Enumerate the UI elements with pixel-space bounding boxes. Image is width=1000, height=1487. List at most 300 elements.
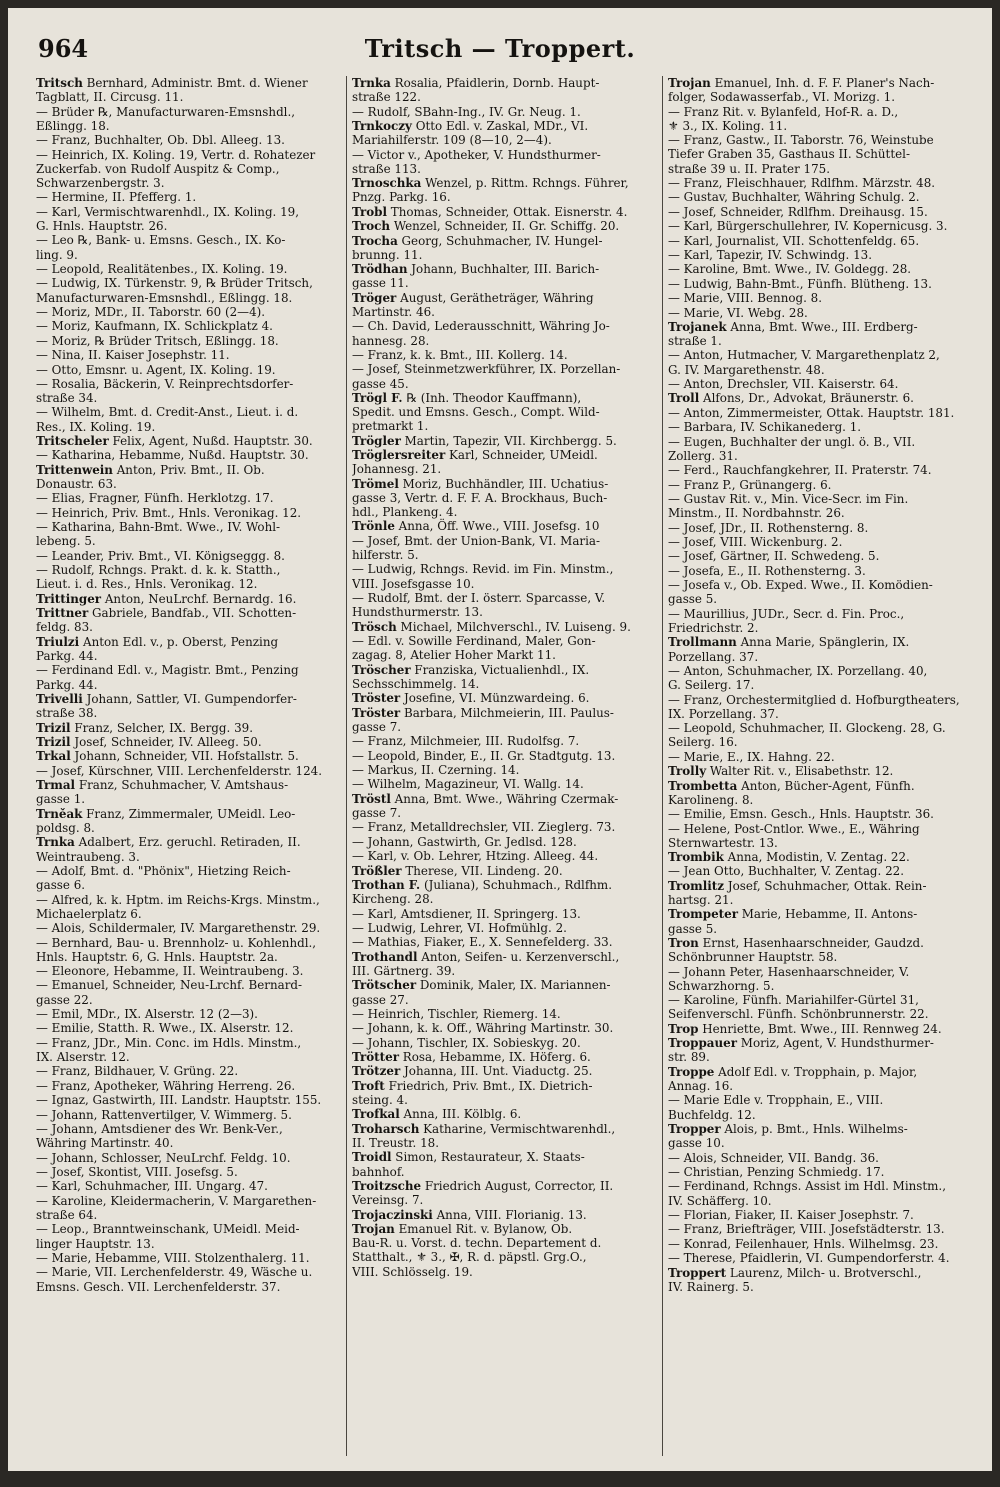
directory-entry xyxy=(668,907,974,935)
directory-entry xyxy=(36,1036,342,1064)
directory-entry xyxy=(36,1165,342,1179)
entry-details: Adolf Edl. v. Tropphain, p. Major, Annag. 16. xyxy=(668,1064,918,1094)
entry-details: — Alfred, k. k. Hptm. im Reichs-Krgs. Minstm., Michaelerplatz 6. xyxy=(36,892,320,921)
directory-entry xyxy=(668,764,974,778)
directory-entry xyxy=(352,1079,658,1107)
entry-details: — Karoline, Fünfh. Mariahilfer-Gürtel 31, Seifenverschl. Fünfh. Schönbrunnerstr. 22. xyxy=(668,993,929,1022)
directory-entry xyxy=(668,822,974,850)
entry-details: Henriette, Bmt. Wwe., III. Rennweg 24. xyxy=(698,1021,942,1036)
entry-details: — Ferd., Rauchfangkehrer, II. Praterstr. 74. xyxy=(668,463,932,478)
directory-entry xyxy=(352,634,658,662)
directory-entry xyxy=(352,864,658,878)
directory-entry xyxy=(352,519,658,533)
directory-entry xyxy=(352,119,658,147)
directory-entry xyxy=(352,835,658,849)
entry-details: — Bernhard, Bau- u. Brennholz- u. Kohlenhdl., Hnls. Hauptstr. 6, G. Hnls. Hauptstr. 2a. xyxy=(36,935,317,964)
entry-details: Josef, Schneider, IV. Alleeg. 50. xyxy=(70,734,262,749)
directory-entry xyxy=(352,878,658,906)
directory-entry xyxy=(352,935,658,949)
directory-entry xyxy=(36,190,342,204)
directory-entry xyxy=(352,1021,658,1035)
directory-entry xyxy=(668,248,974,262)
entry-surname: Trofkal xyxy=(352,1107,400,1122)
directory-entry xyxy=(36,749,342,763)
directory-entry xyxy=(352,1036,658,1050)
entry-surname: Tron xyxy=(668,936,699,951)
entry-details: Josef, Schuhmacher, Ottak. Rein- hartsg. 21. xyxy=(668,878,927,908)
entry-details: — Ignaz, Gastwirth, III. Landstr. Hauptstr. 155. xyxy=(36,1093,322,1108)
entry-details: — Josefa, E., II. Rothensterng. 3. xyxy=(668,563,866,578)
entry-surname: Trittinger xyxy=(36,591,102,606)
entry-details: Anna, Bmt. Wwe., III. Erdberg- straße 1. xyxy=(668,319,918,349)
directory-entry xyxy=(36,520,342,548)
directory-entry xyxy=(36,1093,342,1107)
directory-entry xyxy=(668,936,974,964)
directory-entry xyxy=(36,549,342,563)
entry-details: — Gustav Rit. v., Min. Vice-Secr. im Fin. Minstm., II. Nordbahnstr. 26. xyxy=(668,492,909,521)
entry-details: Wenzel, Schneider, II. Gr. Schiffg. 20. xyxy=(390,219,620,234)
entry-surname: Trolly xyxy=(668,764,707,779)
directory-entry xyxy=(352,749,658,763)
directory-entry xyxy=(36,778,342,806)
entry-details: — Karl, Schuhmacher, III. Ungarg. 47. xyxy=(36,1179,268,1194)
directory-entry xyxy=(352,591,658,619)
directory-entry xyxy=(36,1265,342,1293)
entry-details: — Johann, Amtsdiener des Wr. Benk-Ver., Währing Martinstr. 40. xyxy=(36,1122,283,1151)
directory-entry xyxy=(668,1122,974,1150)
entry-details: Ernst, Hasenhaarschneider, Gaudzd. Schönbrunner Hauptstr. 58. xyxy=(668,936,924,965)
entry-details: — Leopold, Realitätenbes., IX. Koling. 19. xyxy=(36,261,288,276)
entry-details: — Brüder ℞, Manufacturwaren-Emsnshdl., Eßlingg. 18. xyxy=(36,104,296,133)
directory-entry xyxy=(668,521,974,535)
entry-details: — Anton, Schuhmacher, IX. Porzellang. 40, G. Seilerg. 17. xyxy=(668,663,928,693)
entry-surname: Trothan F. xyxy=(352,877,421,892)
directory-entry xyxy=(352,534,658,562)
directory-entry xyxy=(668,1022,974,1036)
entry-details: Michael, Milchverschl., IV. Luiseng. 9. xyxy=(396,619,631,634)
directory-entry xyxy=(36,105,342,133)
entry-details: — Rosalia, Bäckerin, V. Reinprechtsdorfer- straße 34. xyxy=(36,376,294,406)
directory-entry xyxy=(36,936,342,964)
entry-details: — Karl, Journalist, VII. Schottenfeldg. 65. xyxy=(668,233,920,248)
entry-details: — Karoline, Kleidermacherin, V. Margarethen- straße 64. xyxy=(36,1193,317,1222)
directory-entry xyxy=(352,562,658,590)
directory-entry xyxy=(352,319,658,347)
entry-surname: Trizil xyxy=(36,720,71,735)
directory-entry xyxy=(668,76,974,104)
entry-surname: Trittenwein xyxy=(36,462,113,477)
directory-entry xyxy=(36,434,342,448)
entry-details: Josefine, VI. Münzwardeing. 6. xyxy=(400,691,590,706)
directory-entry xyxy=(352,907,658,921)
entry-surname: Trögler xyxy=(352,433,401,448)
entry-details: Emanuel, Inh. d. F. F. Planer's Nach- folger, Sodawasserfab., VI. Morizg. 1. xyxy=(668,76,935,105)
entry-details: — Marie, VII. Lerchenfelderstr. 49, Wäsche u. Emsns. Gesch. VII. Lerchenfelderstr. 37. xyxy=(36,1265,313,1294)
directory-entry xyxy=(36,893,342,921)
directory-entry xyxy=(352,978,658,1006)
directory-entry xyxy=(36,1064,342,1078)
entry-details: Alfons, Dr., Advokat, Bräunerstr. 6. xyxy=(699,391,914,406)
entry-details: — Helene, Post-Cntlor. Wwe., E., Währing Sternwartestr. 13. xyxy=(668,821,920,850)
directory-entry xyxy=(36,606,342,634)
directory-entry xyxy=(668,306,974,320)
entry-surname: Trojanek xyxy=(668,319,727,334)
directory-entry xyxy=(352,1208,658,1222)
directory-entry xyxy=(668,1208,974,1222)
entry-details: — Karoline, Bmt. Wwe., IV. Goldegg. 28. xyxy=(668,262,912,277)
directory-entry xyxy=(668,291,974,305)
entry-details: Rosalia, Pfaidlerin, Dornb. Haupt- straße 122. xyxy=(352,76,600,105)
directory-entry xyxy=(352,219,658,233)
entry-details: — Leo ℞, Bank- u. Emsns. Gesch., IX. Ko- ling. 9. xyxy=(36,233,286,262)
directory-entry xyxy=(668,406,974,420)
entry-details: — Florian, Fiaker, II. Kaiser Josephstr. 7. xyxy=(668,1207,914,1222)
directory-entry xyxy=(668,478,974,492)
directory-entry xyxy=(352,706,658,734)
entry-details: — Karl, v. Ob. Lehrer, Htzing. Alleeg. 44. xyxy=(352,849,599,864)
entry-details: Felix, Agent, Nußd. Hauptstr. 30. xyxy=(108,434,313,449)
directory-entry xyxy=(668,1237,974,1251)
directory-entry xyxy=(668,779,974,807)
directory-entry xyxy=(668,348,974,376)
entry-details: — Johann, Gastwirth, Gr. Jedlsd. 128. xyxy=(352,834,577,849)
directory-entry xyxy=(36,463,342,491)
directory-entry xyxy=(36,964,342,978)
entry-details: Bernhard, Administr. Bmt. d. Wiener Tagblatt, II. Circusg. 11. xyxy=(36,76,308,105)
directory-entry xyxy=(36,807,342,835)
entry-details: — Wilhelm, Magazineur, VI. Wallg. 14. xyxy=(352,777,584,792)
entry-surname: Troppe xyxy=(668,1064,715,1079)
entry-details: Moriz, Agent, V. Hundsthurmer- str. 89. xyxy=(668,1036,934,1065)
directory-entry xyxy=(36,721,342,735)
entry-surname: Tröster xyxy=(352,691,401,706)
directory-entry xyxy=(36,148,342,191)
directory-entry xyxy=(352,477,658,520)
entry-details: Johann, Buchhalter, III. Barich- gasse 11. xyxy=(352,262,600,291)
entry-details: — Alois, Schneider, VII. Bandg. 36. xyxy=(668,1150,879,1165)
entry-surname: Trötscher xyxy=(352,978,417,993)
entry-surname: Tritscheler xyxy=(36,434,109,449)
entry-surname: Trojan xyxy=(352,1222,395,1236)
directory-entry xyxy=(36,921,342,935)
directory-entry xyxy=(668,190,974,204)
directory-entry xyxy=(352,950,658,978)
directory-entry xyxy=(668,420,974,434)
entry-details: — Karl, Amtsdiener, II. Springerg. 13. xyxy=(352,906,581,921)
directory-entry xyxy=(668,1179,974,1207)
entry-details: — Josef, Bmt. der Union-Bank, VI. Maria- hilferstr. 5. xyxy=(352,533,601,563)
directory-entry xyxy=(352,620,658,634)
entry-surname: Trittner xyxy=(36,606,89,621)
directory-entry xyxy=(36,133,342,147)
entry-surname: Trobl xyxy=(352,204,388,219)
entry-surname: Trojan xyxy=(668,76,711,90)
entry-details: — Edl. v. Sowille Ferdinand, Maler, Gon- zagag. 8, Atelier Hoher Markt 11. xyxy=(352,634,596,663)
entry-details: Johann, Sattler, VI. Gumpendorfer- straße 38. xyxy=(36,691,297,721)
entry-details: — Franz, Bildhauer, V. Grüng. 22. xyxy=(36,1064,239,1079)
entry-details: — Ferdinand Edl. v., Magistr. Bmt., Penzing Parkg. 44. xyxy=(36,663,299,692)
directory-entry xyxy=(36,305,342,319)
entry-surname: Trötzer xyxy=(352,1064,401,1079)
entry-details: — Ludwig, Rchngs. Revid. im Fin. Minstm., VIII. Josefsgasse 10. xyxy=(352,562,614,591)
entry-details: Franz, Zimmermaler, UMeidl. Leo- poldsg. 8. xyxy=(36,806,296,835)
entry-details: Franziska, Victualienhdl., IX. Sechsschimmelg. 14. xyxy=(352,662,590,691)
directory-entry xyxy=(36,262,342,276)
directory-entry xyxy=(668,535,974,549)
column-2 xyxy=(352,76,658,1456)
entry-details: — Wilhelm, Bmt. d. Credit-Anst., Lieut. i. d. Res., IX. Koling. 19. xyxy=(36,405,299,434)
directory-entry xyxy=(352,1007,658,1021)
entry-surname: Trögl F. xyxy=(352,390,403,405)
directory-entry xyxy=(36,835,342,863)
entry-details: — Emil, MDr., IX. Alserstr. 12 (2—3). xyxy=(36,1007,258,1022)
directory-entry xyxy=(352,691,658,705)
entry-details: — Anton, Zimmermeister, Ottak. Hauptstr. 181. xyxy=(668,405,955,420)
directory-entry xyxy=(36,1007,342,1021)
entry-details: — Leop., Branntweinschank, UMeidl. Meid- linger Hauptstr. 13. xyxy=(36,1222,300,1251)
entry-details: (Juliana), Schuhmach., Rdlfhm. Kircheng. 28. xyxy=(352,877,612,907)
directory-entry xyxy=(36,1079,342,1093)
directory-entry xyxy=(352,820,658,834)
directory-entry xyxy=(668,1165,974,1179)
entry-surname: Tritsch xyxy=(36,76,83,90)
entry-details: — Emilie, Emsn. Gesch., Hnls. Hauptstr. 36. xyxy=(668,807,934,822)
directory-entry xyxy=(668,219,974,233)
directory-entry xyxy=(36,405,342,433)
entry-details: — Victor v., Apotheker, V. Hundsthurmer- straße 113. xyxy=(352,147,601,176)
entry-details: — Franz, Milchmeier, III. Rudolfsg. 7. xyxy=(352,734,580,749)
directory-entry xyxy=(352,262,658,290)
directory-entry xyxy=(36,663,342,691)
entry-details: — Moriz, MDr., II. Taborstr. 60 (2—4). xyxy=(36,304,266,319)
directory-entry xyxy=(352,148,658,176)
entry-details: — Anton, Drechsler, VII. Kaiserstr. 64. xyxy=(668,377,899,392)
directory-entry xyxy=(352,849,658,863)
directory-entry xyxy=(36,864,342,892)
directory-entry xyxy=(668,965,974,993)
column-divider xyxy=(346,76,347,1456)
directory-entry xyxy=(668,807,974,821)
entry-details: — Elias, Fragner, Fünfh. Herklotzg. 17. xyxy=(36,491,274,506)
entry-details: — Franz, Buchhalter, Ob. Dbl. Alleeg. 13. xyxy=(36,133,285,148)
entry-details: Anton Edl. v., p. Oberst, Penzing Parkg. 44. xyxy=(36,634,279,663)
entry-details: Friedrich August, Corrector, II. Vereinsg. 7. xyxy=(352,1179,614,1208)
entry-surname: Trompeter xyxy=(668,907,738,922)
directory-entry xyxy=(36,363,342,377)
directory-entry xyxy=(352,1222,658,1279)
directory-entry xyxy=(668,607,974,635)
directory-entry xyxy=(36,764,342,778)
directory-entry xyxy=(36,563,342,591)
entry-details: Anna, III. Kölblg. 6. xyxy=(399,1107,522,1122)
directory-entry xyxy=(668,463,974,477)
entry-surname: Troharsch xyxy=(352,1121,420,1136)
directory-entry xyxy=(352,663,658,691)
entry-surname: Trollmann xyxy=(668,635,737,650)
entry-details: — Franz, Apotheker, Währing Herreng. 26. xyxy=(36,1078,296,1093)
entry-details: Anna, Bmt. Wwe., Währing Czermak- gasse 7. xyxy=(352,791,619,820)
entry-surname: Trombetta xyxy=(668,778,738,793)
entry-details: Simon, Restaurateur, X. Staats- bahnhof. xyxy=(352,1150,585,1179)
directory-entry xyxy=(36,1179,342,1193)
directory-entry xyxy=(668,205,974,219)
directory-entry xyxy=(36,1122,342,1150)
entry-details: — Marie Edle v. Tropphain, E., VIII. Buchfeldg. 12. xyxy=(668,1093,884,1122)
directory-entry xyxy=(36,1194,342,1222)
entry-surname: Troitzsche xyxy=(352,1179,422,1194)
entry-details: August, Gerätheträger, Währing Martinstr. 46. xyxy=(352,290,594,319)
directory-entry xyxy=(36,1151,342,1165)
column-divider xyxy=(662,76,663,1456)
entry-details: ℞ (Inh. Theodor Kauffmann), Spedit. und Emsns. Gesch., Compt. Wild- pretmarkt 1. xyxy=(352,390,600,434)
entry-surname: Trizil xyxy=(36,734,71,749)
entry-details: — Anton, Hutmacher, V. Margarethenplatz 2, G. IV. Margarethenstr. 48. xyxy=(668,348,940,377)
entry-surname: Triulzi xyxy=(36,634,80,649)
entry-surname: Troppert xyxy=(668,1265,727,1280)
entry-details: — Karl, Vermischtwarenhdl., IX. Koling. 19, G. Hnls. Hauptstr. 26. xyxy=(36,204,300,233)
entry-surname: Troll xyxy=(668,391,700,406)
entry-surname: Tröster xyxy=(352,705,401,720)
directory-columns xyxy=(36,76,976,1456)
entry-details: Alois, p. Bmt., Hnls. Wilhelms- gasse 10. xyxy=(668,1122,908,1151)
directory-entry xyxy=(36,1108,342,1122)
entry-surname: Trödhan xyxy=(352,262,408,277)
directory-entry xyxy=(352,1064,658,1078)
directory-entry xyxy=(668,377,974,391)
entry-details: — Josef, Schneider, Rdlfhm. Dreihausg. 15. xyxy=(668,204,928,219)
entry-details: — Leopold, Binder, E., II. Gr. Stadtgutg. 13. xyxy=(352,748,616,763)
entry-details: Thomas, Schneider, Ottak. Eisnerstr. 4. xyxy=(387,204,628,219)
entry-details: — Josefa v., Ob. Exped. Wwe., II. Komödien- gasse 5. xyxy=(668,578,933,607)
directory-entry xyxy=(36,377,342,405)
entry-details: Emanuel Rit. v. Bylanow, Ob. Bau-R. u. Vorst. d. techn. Departement d. Statthalt., ⚜ 3., ✠, R. d. päpstl. Grg.O., VIII. Schlösselg. 19. xyxy=(352,1222,602,1279)
directory-entry xyxy=(352,348,658,362)
entry-details: — Ludwig, Lehrer, VI. Hofmühlg. 2. xyxy=(352,920,567,935)
directory-entry xyxy=(668,721,974,749)
directory-entry xyxy=(36,276,342,304)
entry-surname: Tröglersreiter xyxy=(352,448,446,463)
entry-details: — Rudolf, Bmt. der I. österr. Sparcasse, V. Hundsthurmerstr. 13. xyxy=(352,591,606,620)
entry-details: — Hermine, II. Pfefferg. 1. xyxy=(36,190,197,205)
entry-details: — Marie, VI. Webg. 28. xyxy=(668,305,808,320)
entry-details: — Johann, Schlosser, NeuLrchf. Feldg. 10. xyxy=(36,1150,291,1165)
directory-entry xyxy=(352,792,658,820)
entry-details: Karl, Schneider, UMeidl. Johannesg. 21. xyxy=(352,448,598,477)
entry-details: Katharine, Vermischtwarenhdl., II. Treustr. 18. xyxy=(352,1121,616,1151)
directory-entry xyxy=(668,1151,974,1165)
entry-details: Therese, VII. Lindeng. 20. xyxy=(401,863,563,878)
directory-entry xyxy=(668,635,974,663)
entry-details: — Josef, Steinmetzwerkführer, IX. Porzellan- gasse 45. xyxy=(352,362,621,391)
running-head: Tritsch — Troppert. xyxy=(364,34,636,63)
directory-entry xyxy=(36,76,342,104)
directory-entry xyxy=(36,334,342,348)
entry-details: Franz, Selcher, IX. Bergg. 39. xyxy=(70,720,253,735)
entry-surname: Trmal xyxy=(36,778,76,793)
directory-entry xyxy=(668,277,974,291)
entry-details: — Katharina, Hebamme, Nußd. Hauptstr. 30. xyxy=(36,448,309,463)
entry-details: — Mathias, Fiaker, E., X. Sennefelderg. 33. xyxy=(352,935,613,950)
entry-details: — Karl, Tapezir, IV. Schwindg. 13. xyxy=(668,247,872,262)
directory-entry xyxy=(352,763,658,777)
directory-entry xyxy=(668,578,974,606)
directory-entry xyxy=(668,262,974,276)
entry-details: — Christian, Penzing Schmiedg. 17. xyxy=(668,1165,885,1179)
directory-entry xyxy=(36,491,342,505)
entry-surname: Trojaczinski xyxy=(352,1207,433,1222)
entry-details: Anna, Öff. Wwe., VIII. Josefsg. 10 xyxy=(394,519,600,534)
directory-entry xyxy=(668,1266,974,1294)
entry-details: — Leopold, Schuhmacher, II. Glockeng. 28, G. Seilerg. 16. xyxy=(668,721,946,750)
entry-surname: Tröstl xyxy=(352,791,391,806)
entry-details: — Moriz, Kaufmann, IX. Schlickplatz 4. xyxy=(36,319,273,334)
directory-entry xyxy=(668,549,974,563)
directory-page xyxy=(8,8,992,1471)
entry-details: — Rudolf, SBahn-Ing., IV. Gr. Neug. 1. xyxy=(352,104,581,119)
entry-details: Adalbert, Erz. geruchl. Retiraden, II. Weintraubeng. 3. xyxy=(36,835,301,864)
entry-details: Rosa, Hebamme, IX. Höferg. 6. xyxy=(399,1050,591,1065)
directory-entry xyxy=(36,635,342,663)
entry-surname: Trötter xyxy=(352,1050,399,1065)
entry-details: — Franz, Fleischhauer, Rdlfhm. Märzstr. 48. xyxy=(668,175,936,190)
directory-entry xyxy=(668,105,974,133)
entry-details: — Ludwig, Bahn-Bmt., Fünfh. Blütheng. 13. xyxy=(668,276,932,291)
directory-entry xyxy=(352,105,658,119)
entry-details: — Franz, Briefträger, VIII. Josefstädterstr. 13. xyxy=(668,1222,945,1237)
entry-details: Dominik, Maler, IX. Mariannen- gasse 27. xyxy=(352,978,611,1007)
directory-entry xyxy=(668,435,974,463)
entry-details: Friedrich, Priv. Bmt., IX. Dietrich- steing. 4. xyxy=(352,1078,593,1108)
entry-details: — Jean Otto, Buchhalter, V. Zentag. 22. xyxy=(668,864,905,879)
directory-entry xyxy=(668,693,974,721)
entry-details: Anna, VIII. Florianig. 13. xyxy=(432,1207,587,1222)
entry-details: — Josef, Kürschner, VIII. Lerchenfelderstr. 124. xyxy=(36,763,323,778)
entry-details: — Franz P., Grünangerg. 6. xyxy=(668,477,832,492)
directory-entry xyxy=(352,777,658,791)
entry-details: — Eugen, Buchhalter der ungl. ö. B., VII. Zollerg. 31. xyxy=(668,434,916,463)
entry-details: — Moriz, ℞ Brüder Tritsch, Eßlingg. 18. xyxy=(36,333,279,348)
entry-details: Laurenz, Milch- u. Brotverschl., IV. Rainerg. 5. xyxy=(668,1265,922,1294)
entry-details: — Josef, JDr., II. Rothensterng. 8. xyxy=(668,520,869,535)
directory-entry xyxy=(36,692,342,720)
entry-details: Moriz, Buchhändler, III. Uchatius- gasse 3, Vertr. d. F. F. A. Brockhaus, Buch- hdl., Plankeng. 4. xyxy=(352,476,609,520)
directory-entry xyxy=(36,233,342,261)
entry-details: — Alois, Schildermaler, IV. Margarethenstr. 29. xyxy=(36,921,321,936)
entry-details: — Johann, Tischler, IX. Sobieskyg. 20. xyxy=(352,1035,581,1050)
entry-details: Anton, NeuLrchf. Bernardg. 16. xyxy=(101,591,297,606)
directory-entry xyxy=(352,434,658,448)
entry-surname: Trocha xyxy=(352,233,398,248)
entry-details: — Johann Peter, Hasenhaarschneider, V. Schwarzhorng. 5. xyxy=(668,964,910,993)
entry-details: Anna Marie, Spänglerin, IX. Porzellang. 37. xyxy=(668,635,910,664)
entry-details: Johanna, III. Unt. Viaductg. 25. xyxy=(400,1064,593,1079)
directory-entry xyxy=(668,1093,974,1121)
column-1 xyxy=(36,76,342,1456)
directory-entry xyxy=(352,734,658,748)
directory-entry xyxy=(36,1251,342,1265)
entry-details: Johann, Schneider, VII. Hofstallstr. 5. xyxy=(70,749,299,764)
entry-surname: Tropper xyxy=(668,1122,721,1137)
entry-details: — Josef, Skontist, VIII. Josefsg. 5. xyxy=(36,1165,238,1179)
entry-surname: Troft xyxy=(352,1078,385,1093)
directory-entry xyxy=(36,448,342,462)
entry-details: — Ch. David, Lederausschnitt, Währing Jo- hannesg. 28. xyxy=(352,319,610,348)
entry-details: — Eleonore, Hebamme, II. Weintraubeng. 3. xyxy=(36,964,304,979)
entry-details: — Markus, II. Czerning. 14. xyxy=(352,763,520,777)
column-3 xyxy=(668,76,974,1456)
entry-details: Georg, Schuhmacher, IV. Hungel- brunng. 11. xyxy=(352,233,603,262)
directory-entry xyxy=(668,234,974,248)
